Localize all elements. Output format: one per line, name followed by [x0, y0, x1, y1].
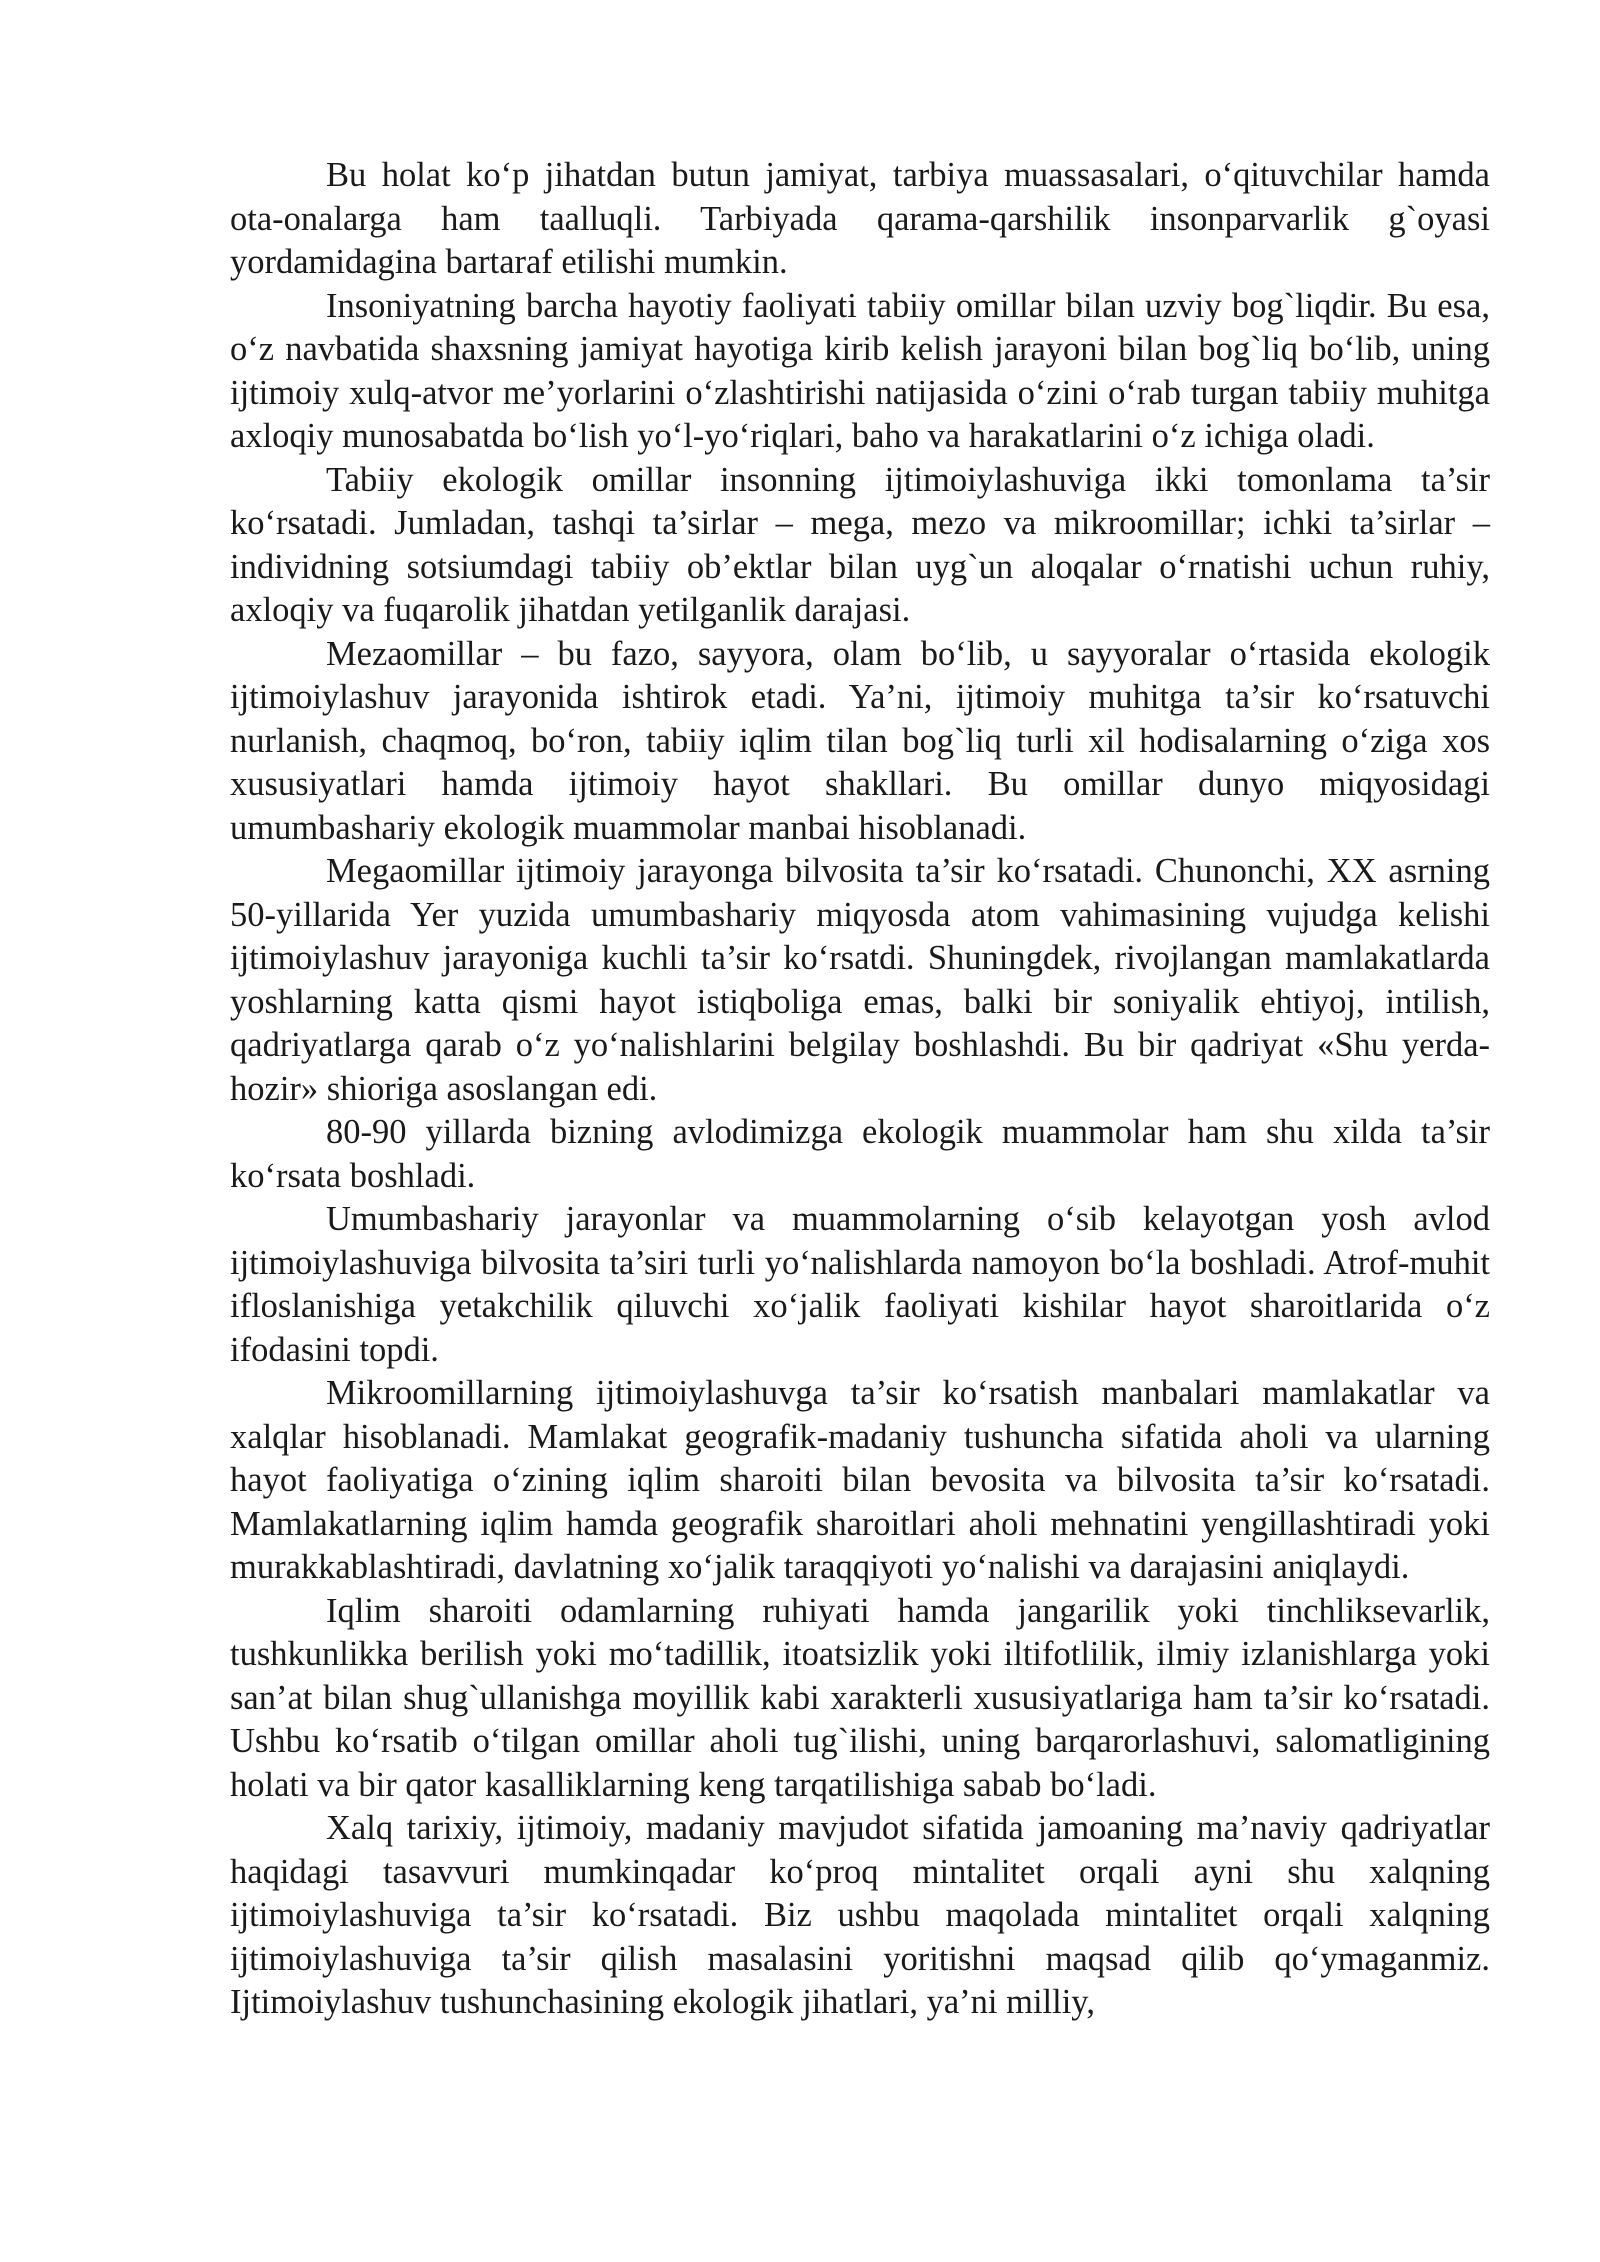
- paragraph-3: Tabiiy ekologik omillar insonning ijtimoiylashuviga ikki tomonlama ta’sir ko‘rsatadi. Jumladan, tashqi ta’sirlar – mega, mezo va mikroomillar; ichki ta’sirlar – individning sotsiumdagi tabiiy ob’ektlar bilan uyg`un aloqalar o‘rnatishi uchun ruhiy, axloqiy va fuqarolik jihatdan yetilganlik darajasi.: [230, 460, 1490, 629]
- paragraph-7: Umumbashariy jarayonlar va muammolarning o‘sib kelayotgan yosh avlod ijtimoiylashuviga bilvosita ta’siri turli yo‘nalishlarda namoyon bo‘la boshladi. Atrof-muhit ifloslanishiga yetakchilik qiluvchi xo‘jalik faoliyati kishilar hayot sharoitlarida o‘z ifodasini topdi.: [230, 1200, 1490, 1369]
- paragraph-9: Iqlim sharoiti odamlarning ruhiyati hamda jangarilik yoki tinchliksevarlik, tushkunlikka berilish yoki mo‘tadillik, itoatsizlik yoki iltifotlilik, ilmiy izlanishlarga yoki san’at bilan shug`ullanishga moyillik kabi xarakterli xususiyatlariga ham ta’sir ko‘rsatadi. Ushbu ko‘rsatib o‘tilgan omillar aholi tug`ilishi, uning barqarorlashuvi, salomatligining holati va bir qator kasalliklarning keng tarqatilishiga sabab bo‘ladi.: [230, 1591, 1490, 1804]
- paragraph-10: Xalq tarixiy, ijtimoiy, madaniy mavjudot sifatida jamoaning ma’naviy qadriyatlar haqidagi tasavvuri mumkinqadar ko‘proq mintalitet orqali ayni shu xalqning ijtimoiylashuviga ta’sir ko‘rsatadi. Biz ushbu maqolada mintalitet orqali xalqning ijtimoiylashuviga ta’sir qilish masalasini yoritishni maqsad qilib qo‘ymaganmiz. Ijtimoiylashuv tushunchasining ekologik jihatlari, ya’ni milliy,: [230, 1809, 1490, 2021]
- paragraph-1: Bu holat ko‘p jihatdan butun jamiyat, tarbiya muassasalari, o‘qituvchilar hamda ota-onalarga ham taalluqli. Tarbiyada qarama-qarshilik insonparvarlik g`oyasi yordamidagina bartaraf etilishi mumkin.: [230, 156, 1490, 281]
- paragraph-4: Mezaomillar – bu fazo, sayyora, olam bo‘lib, u sayyoralar o‘rtasida ekologik ijtimoiylashuv jarayonida ishtirok etadi. Ya’ni, ijtimoiy muhitga ta’sir ko‘rsatuvchi nurlanish, chaqmoq, bo‘ron, tabiiy iqlim tilan bog`liq turli xil hodisalarning o‘ziga xos xususiyatlari hamda ijtimoiy hayot shakllari. Bu omillar dunyo miqyosidagi umumbashariy ekologik muammolar manbai hisoblanadi.: [230, 634, 1490, 847]
- document-page: [230, 154, 1490, 2025]
- paragraph-2: Insoniyatning barcha hayotiy faoliyati tabiiy omillar bilan uzviy bog`liqdir. Bu esa, o‘z navbatida shaxsning jamiyat hayotiga kirib kelish jarayoni bilan bog`liq bo‘lib, uning ijtimoiy xulq-atvor me’yorlarini o‘zlashtirishi natijasida o‘zini o‘rab turgan tabiiy muhitga axloqiy munosabatda bo‘lish yo‘l-yo‘riqlari, baho va harakatlarini o‘z ichiga oladi.: [230, 286, 1490, 455]
- paragraph-5: Megaomillar ijtimoiy jarayonga bilvosita ta’sir ko‘rsatadi. Chunonchi, XX asrning 50-yillarida Yer yuzida umumbashariy miqyosda atom vahimasining vujudga kelishi ijtimoiylashuv jarayoniga kuchli ta’sir ko‘rsatdi. Shuningdek, rivojlangan mamlakatlarda yoshlarning katta qismi hayot istiqboliga emas, balki bir soniyalik ehtiyoj, intilish, qadriyatlarga qarab o‘z yo‘nalishlarini belgilay boshlashdi. Bu bir qadriyat «Shu yerda-hozir» shioriga asoslangan edi.: [230, 852, 1490, 1108]
- paragraph-8: Mikroomillarning ijtimoiylashuvga ta’sir ko‘rsatish manbalari mamlakatlar va xalqlar hisoblanadi. Mamlakat geografik-madaniy tushuncha sifatida aholi va ularning hayot faoliyatiga o‘zining iqlim sharoiti bilan bevosita va bilvosita ta’sir ko‘rsatadi. Mamlakatlarning iqlim hamda geografik sharoitlari aholi mehnatini yengillashtiradi yoki murakkablashtiradi, davlatning xo‘jalik taraqqiyoti yo‘nalishi va darajasini aniqlaydi.: [230, 1374, 1490, 1586]
- paragraph-6: 80-90 yillarda bizning avlodimizga ekologik muammolar ham shu xilda ta’sir ko‘rsata boshladi.: [230, 1113, 1490, 1195]
